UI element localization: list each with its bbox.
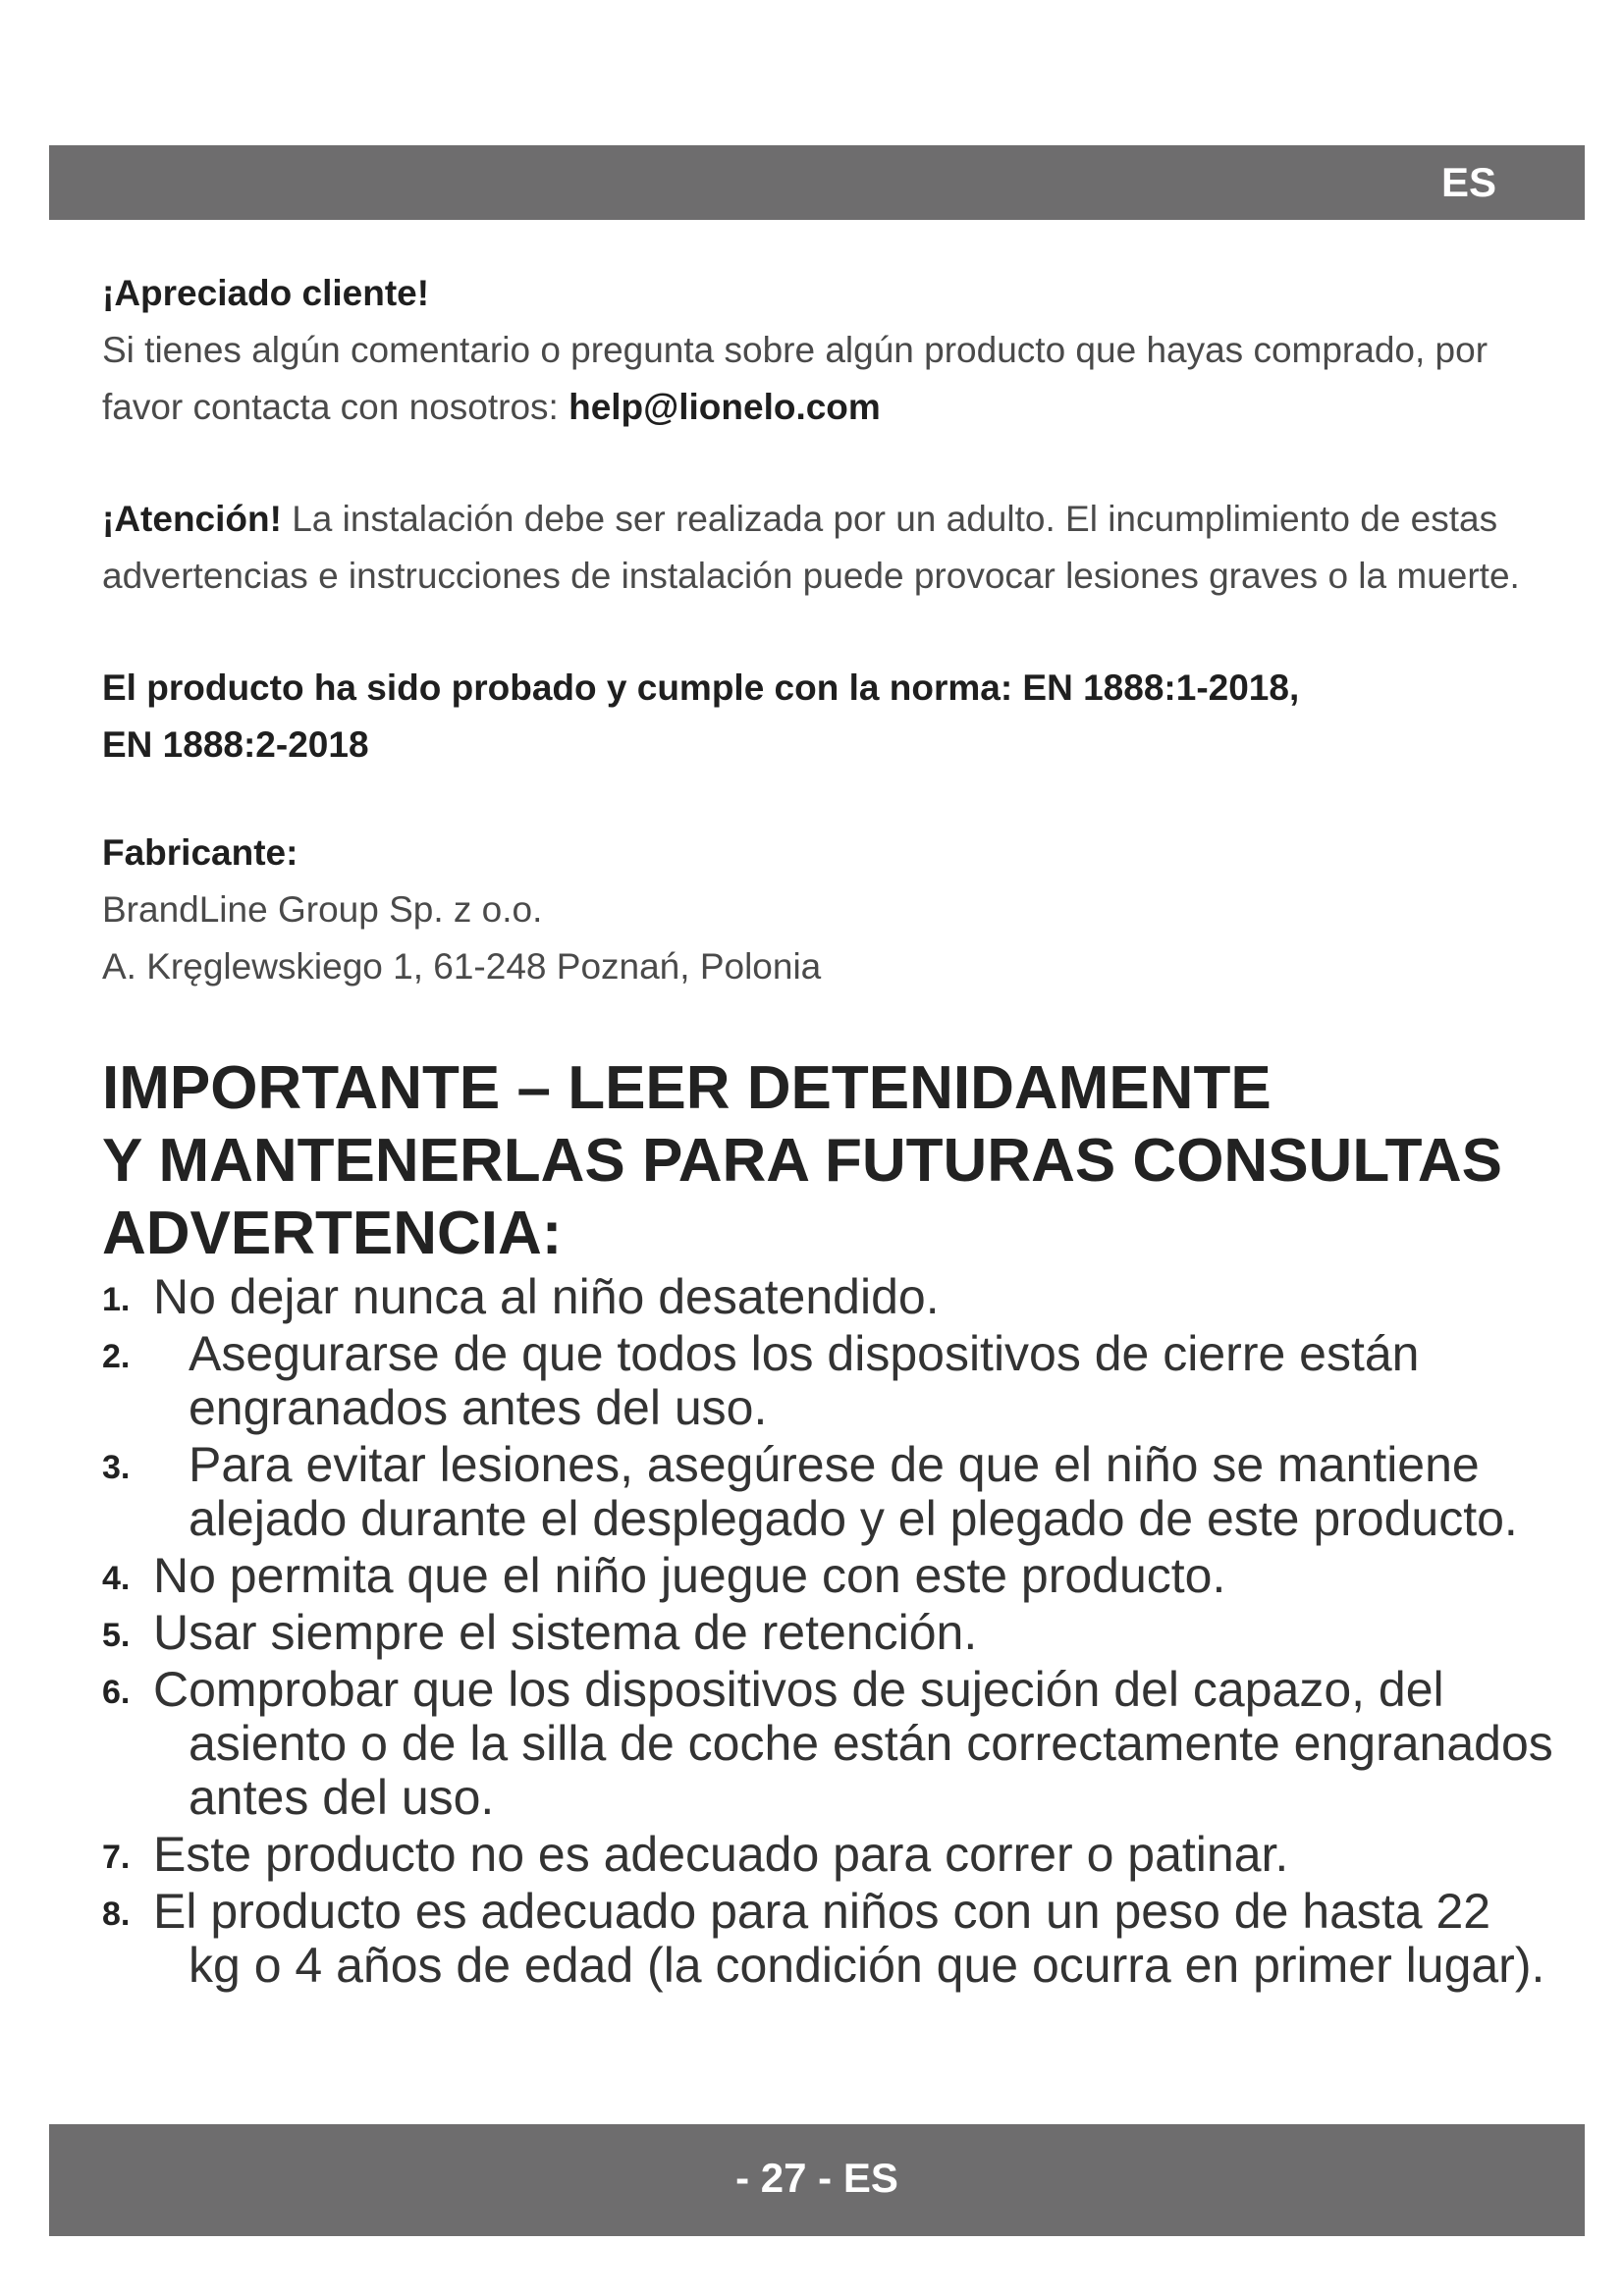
manufacturer-name: BrandLine Group Sp. z o.o. (102, 889, 543, 930)
item-number: 7. (102, 1839, 131, 1876)
item-number: 2. (102, 1338, 131, 1375)
item-text: No dejar nunca al niño desatendido. (153, 1269, 940, 1324)
item-number: 6. (102, 1674, 131, 1711)
list-item (102, 1606, 1555, 1660)
support-email: help@lionelo.com (568, 387, 881, 427)
item-text: Comprobar que los dispositivos de sujeción del capazo, del asiento o de la silla de coche están correctamente engranados antes del uso. (153, 1662, 1553, 1825)
item-number: 3. (102, 1449, 131, 1486)
item-number: 8. (102, 1896, 131, 1933)
warnings-list (102, 1270, 1555, 1993)
greeting-title: ¡Apreciado cliente! (102, 273, 430, 313)
manufacturer-address: A. Kręglewskiego 1, 61-248 Poznań, Polonia (102, 946, 822, 987)
attention-paragraph (102, 491, 1555, 605)
list-item (102, 1828, 1555, 1882)
item-number: 4. (102, 1560, 131, 1597)
list-item (102, 1663, 1555, 1825)
heading-line-3: ADVERTENCIA: (102, 1200, 563, 1267)
heading-line-2: Y MANTENERLAS PARA FUTURAS CONSULTAS (102, 1127, 1502, 1195)
attention-text: La instalación debe ser realizada por un adulto. El incumplimiento de estas advertencias e instrucciones de instalación puede provocar lesiones graves o la muerte. (102, 499, 1520, 596)
language-code: ES (1440, 159, 1496, 205)
item-text: El producto es adecuado para niños con un peso de hasta 22 kg o 4 años de edad (la condición que ocurra en primer lugar). (153, 1884, 1545, 1993)
list-item (102, 1327, 1555, 1435)
manufacturer-label: Fabricante: (102, 832, 298, 873)
item-number: 1. (102, 1281, 131, 1318)
norm-statement (102, 660, 1555, 774)
document-body (102, 265, 1555, 1996)
item-text: No permita que el niño juegue con este producto. (153, 1548, 1226, 1603)
footer-bar (49, 2124, 1585, 2236)
heading-line-1: IMPORTANTE – LEER DETENIDAMENTE (102, 1054, 1272, 1122)
attention-label: ¡Atención! (102, 499, 282, 539)
header-bar (49, 145, 1585, 220)
list-item (102, 1270, 1555, 1324)
list-item (102, 1549, 1555, 1603)
norm-line-2: EN 1888:2-2018 (102, 724, 369, 765)
page-number: - 27 - ES (735, 2155, 898, 2201)
item-text: Usar siempre el sistema de retención. (153, 1605, 978, 1660)
manufacturer-block (102, 825, 1555, 995)
list-item (102, 1438, 1555, 1546)
warning-heading (102, 1052, 1555, 1270)
list-item (102, 1885, 1555, 1993)
greeting-body: Si tienes algún comentario o pregunta sobre algún producto que hayas comprado, por favor contacta con nosotros: (102, 330, 1489, 427)
greeting-text (102, 322, 1555, 436)
norm-line-1: El producto ha sido probado y cumple con la norma: EN 1888:1-2018, (102, 667, 1300, 708)
item-text: Asegurarse de que todos los dispositivos de cierre están engranados antes del uso. (189, 1326, 1420, 1435)
item-text: Para evitar lesiones, asegúrese de que el niño se mantiene alejado durante el desplegado y el plegado de este producto. (189, 1437, 1518, 1546)
item-text: Este producto no es adecuado para correr o patinar. (153, 1827, 1289, 1882)
item-number: 5. (102, 1617, 131, 1654)
